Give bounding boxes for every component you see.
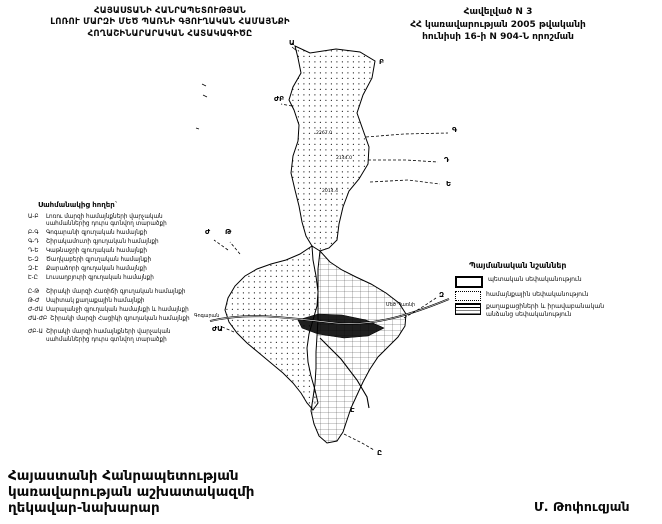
boundary-segment-marker: Զ-Է xyxy=(28,266,39,273)
adjacent-land-label: Կաթնաջրի գյուղական համայնքի xyxy=(46,248,147,255)
adjacent-land-label: Շիրակամուտի գյուղական համայնքի xyxy=(46,239,159,246)
community-ownership-swatch-icon xyxy=(455,291,481,301)
signatory-line3: ղեկավար-նախարար xyxy=(8,500,160,517)
adjacent-land-item xyxy=(28,275,204,282)
boundary-segment-marker: Ա-Բ xyxy=(28,214,39,220)
adjacent-land-item xyxy=(28,266,204,273)
adjacent-land-item xyxy=(28,307,204,314)
adjacent-land-item xyxy=(28,248,204,255)
state-ownership-swatch-icon xyxy=(455,276,483,288)
adjacent-land-item xyxy=(28,239,204,246)
adjacent-land-item xyxy=(28,230,204,237)
boundary-segment-marker: ԺԱ-ԺԲ xyxy=(28,315,48,322)
adjacent-land-label: Լոռու մարզի համայնքների վարչական սահմաններից դուրս գտնվող տարածքի xyxy=(46,214,167,228)
map-north-lobe xyxy=(289,46,375,251)
boundary-segment-marker: Դ-Ե xyxy=(28,248,39,255)
settlement-name-label: Մեծ Պառնի xyxy=(386,303,416,308)
legend-item-label: համայնքային սեփականություն xyxy=(486,290,589,298)
annex-line1: Հավելված N 3 xyxy=(463,7,533,17)
title-left-line3: ՀՈՂԱՇԻՆԱՐԱՐԱԿԱՆ ՀԱՏԱԿԱԳԻԾԸ xyxy=(87,28,253,39)
boundary-point-letter: Ե xyxy=(446,180,452,188)
signature-name: Մ. Թոփուզյան xyxy=(534,499,630,514)
boundary-point-letter: ԺԱ xyxy=(212,325,223,333)
boundary-point-letter: Ժ xyxy=(205,228,211,236)
legend-item-citizens xyxy=(455,303,633,318)
map-parcel-area xyxy=(311,251,406,443)
boundary-point-letter: Զ xyxy=(439,291,445,299)
adjacent-land-item xyxy=(28,257,204,264)
boundary-point-letter: Ը xyxy=(377,449,383,457)
adjacent-lands-key xyxy=(28,201,204,346)
adjacent-land-label: Շիրակի մարզի Հառիճի գյուղական համայնքի xyxy=(46,288,186,295)
boundary-point-letter: ԺԲ xyxy=(274,95,285,103)
adjacent-land-label: Սպիտակ քաղաքային համայնքի xyxy=(46,297,145,304)
boundary-segment-marker: ԺԲ-Ա xyxy=(28,329,43,336)
adjacent-land-label: Լուսաղբյուրի գյուղական համայնքի xyxy=(46,275,154,282)
legend-item-state xyxy=(455,276,633,288)
boundary-point-letter: Դ xyxy=(444,156,450,164)
neighbor-name-label: Գոգարան xyxy=(194,314,220,319)
adjacent-land-label: Քարաձորի գյուղական համայնքի xyxy=(46,266,147,273)
boundary-segment-marker: Գ-Դ xyxy=(28,239,39,246)
adjacent-land-label: Ծաղկաբերի գյուղական համայնքի xyxy=(46,257,152,264)
signatory-line1: Հայաստանի Հանրապետության xyxy=(8,468,239,484)
boundary-segment-marker: Բ-Գ xyxy=(28,230,39,237)
map-survey-marks xyxy=(196,47,297,129)
legend-item-label: քաղաքացիների և իրավաբանական անձանց սեփականություն xyxy=(486,303,605,318)
elevation-label: 2267.0 xyxy=(316,131,333,136)
boundary-point-letter: Ա xyxy=(289,39,295,47)
adjacent-land-item xyxy=(28,298,204,305)
adjacent-land-label: Շիրակի մարզի Հացիկի գյուղական համայնքի xyxy=(50,315,190,322)
annex-line3: հունիսի 16-ի N 904-Ն որոշման xyxy=(422,32,574,43)
conventional-signs-legend xyxy=(455,261,633,321)
boundary-segment-marker: Ը-Թ xyxy=(28,288,40,295)
adjacent-lands-list xyxy=(28,214,204,344)
boundary-point-letter: Բ xyxy=(379,58,385,66)
boundary-point-letter: Գ xyxy=(452,126,458,134)
legend-item-label: պետական սեփականություն xyxy=(488,276,582,283)
adjacent-land-label: Սարալանջի գյուղական համայնքի և համայնքի xyxy=(46,306,189,313)
annex-line2: ՀՀ կառավարության 2005 թվականի xyxy=(410,19,586,30)
adjacent-land-item xyxy=(28,329,204,344)
adjacent-land-label: Գոգարանի գյուղական համայնքի xyxy=(46,230,148,237)
elevation-label: 2144.0 xyxy=(336,156,353,161)
adjacent-land-item xyxy=(28,214,204,229)
adjacent-lands-title: Սահմանակից հողեր` xyxy=(38,201,119,209)
legend-item-community xyxy=(455,291,633,301)
adjacent-land-label: Շիրակի մարզի համայնքների վարչական սահմաններից դուրս գտնվող տարածքի xyxy=(46,329,171,343)
title-left-line1: ՀԱՅԱՍՏԱՆԻ ՀԱՆՐԱՊԵՏՈՒԹՅԱՆ xyxy=(94,6,246,16)
citizens-ownership-swatch-icon xyxy=(455,303,481,315)
title-left-line2: ԼՈՌՈՒ ՄԱՐԶԻ ՄԵԾ ՊԱՌՆԻ ԳՅՈՒՂԱԿԱՆ ՀԱՄԱՅՆՔԻ xyxy=(50,17,290,28)
boundary-segment-marker: Է-Ը xyxy=(28,275,38,282)
legend-title: Պայմանական նշաններ xyxy=(469,261,567,270)
adjacent-land-item xyxy=(28,316,204,323)
boundary-point-letter: Թ xyxy=(225,228,232,236)
boundary-point-letter: Է xyxy=(350,406,355,414)
signatory-line2: կառավարության աշխատակազմի xyxy=(8,484,255,501)
boundary-segment-marker: Ե-Զ xyxy=(28,257,39,264)
boundary-segment-marker: Ժ-ԺԱ xyxy=(28,306,43,313)
boundary-segment-marker: Թ-Ժ xyxy=(28,297,40,304)
signatory-post-block xyxy=(8,468,254,517)
elevation-label: 2014.4 xyxy=(322,189,339,194)
adjacent-land-item xyxy=(28,289,204,296)
